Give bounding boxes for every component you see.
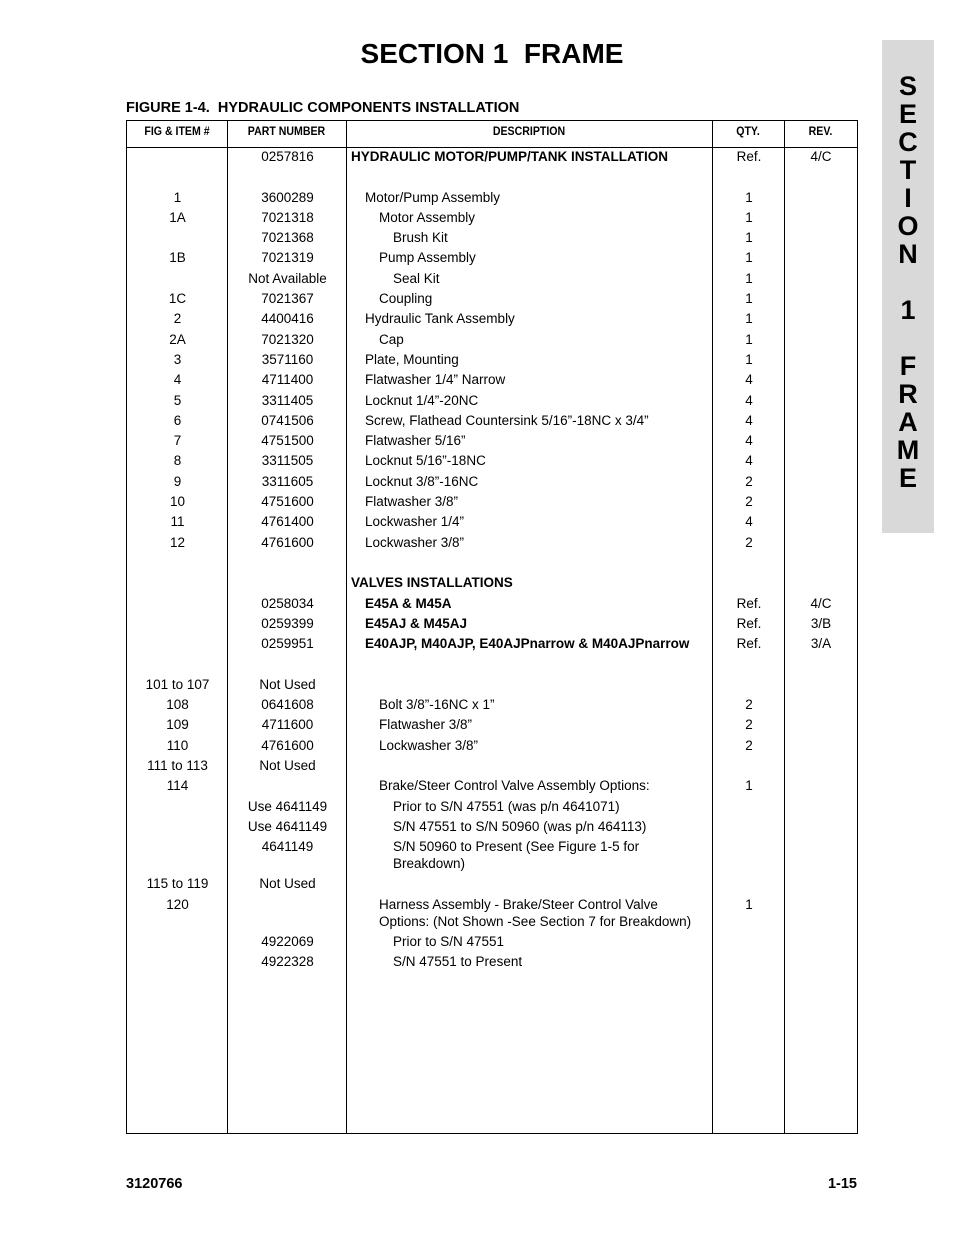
column-header-item: FIG & ITEM # <box>144 126 210 138</box>
item-number-cell: 1A <box>169 209 186 225</box>
description-cell: Lockwasher 3/8” <box>365 534 465 550</box>
column-header-rev: REV. <box>808 126 833 138</box>
side-tab-letter: F <box>899 351 917 381</box>
side-tab-letter: S <box>898 71 917 101</box>
quantity-cell: 1 <box>745 209 753 225</box>
part-number-cell: 4711400 <box>261 372 314 388</box>
description-cell: E45AJ & M45AJ <box>365 615 468 631</box>
table-row <box>127 411 857 431</box>
description-cell: E45A & M45A <box>365 595 452 611</box>
part-number-cell: 7021319 <box>261 250 314 266</box>
item-number-cell: 12 <box>169 534 186 550</box>
item-number-cell: 108 <box>166 697 189 713</box>
table-row <box>127 228 857 248</box>
quantity-cell: 2 <box>745 737 753 753</box>
table-row <box>127 309 857 329</box>
description-cell: Cap <box>379 331 404 347</box>
part-number-cell: 3571160 <box>261 351 314 367</box>
quantity-cell: 4 <box>745 433 753 449</box>
part-number-cell: 0741506 <box>261 412 314 428</box>
item-number-cell: 111 to 113 <box>147 757 208 773</box>
quantity-cell: Ref. <box>736 595 762 611</box>
table-row <box>127 208 857 228</box>
description-cell: Motor Assembly <box>379 209 476 225</box>
description-cell: S/N 50960 to Present (See Figure 1-5 for Breakdown) <box>393 839 640 872</box>
table-row <box>127 573 857 593</box>
quantity-cell: 4 <box>745 453 753 469</box>
item-number-cell: 109 <box>166 717 189 733</box>
table-row <box>127 594 857 614</box>
quantity-cell: 1 <box>745 311 753 327</box>
table-row <box>127 269 857 289</box>
item-number-cell: 114 <box>166 778 189 794</box>
quantity-cell: 1 <box>745 250 753 266</box>
part-number-cell: 0641608 <box>261 697 314 713</box>
parts-table <box>126 120 858 1134</box>
quantity-cell: 1 <box>745 351 753 367</box>
table-row <box>127 776 857 796</box>
table-row <box>127 147 857 167</box>
item-number-cell: 7 <box>173 433 182 449</box>
item-number-cell: 1 <box>173 189 182 205</box>
quantity-cell: 2 <box>745 473 753 489</box>
part-number-cell: 7021318 <box>261 209 314 225</box>
part-number-cell: 4761600 <box>261 737 314 753</box>
part-number-cell: Not Used <box>259 757 316 773</box>
description-cell: Lockwasher 3/8” <box>379 737 479 753</box>
description-cell: Bolt 3/8”-16NC x 1” <box>379 697 495 713</box>
page-number: 1-15 <box>827 1176 857 1192</box>
table-row <box>127 330 857 350</box>
quantity-cell: Ref. <box>736 615 762 631</box>
description-cell: Brush Kit <box>393 230 448 246</box>
blank-row <box>127 553 857 573</box>
table-row <box>127 533 857 553</box>
table-row <box>127 472 857 492</box>
revision-cell: 4/C <box>810 595 832 611</box>
quantity-cell: 2 <box>745 697 753 713</box>
description-cell: Flatwasher 5/16” <box>365 433 466 449</box>
description-cell: Seal Kit <box>393 270 440 286</box>
revision-cell: 3/B <box>810 615 832 631</box>
side-tab-letter: A <box>898 407 918 437</box>
quantity-cell: 1 <box>745 189 753 205</box>
description-cell: Brake/Steer Control Valve Assembly Options: <box>379 778 650 794</box>
description-cell: Hydraulic Tank Assembly <box>365 311 515 327</box>
table-row <box>127 837 857 874</box>
item-number-cell: 9 <box>173 473 182 489</box>
table-row <box>127 431 857 451</box>
part-number-cell: 4922328 <box>261 954 314 970</box>
item-number-cell: 110 <box>166 737 189 753</box>
side-tab-letter: 1 <box>900 295 916 325</box>
part-number-cell: 3311505 <box>261 453 314 469</box>
description-cell: Prior to S/N 47551 <box>393 933 505 949</box>
description-cell: Plate, Mounting <box>365 351 459 367</box>
side-tab-letter: M <box>896 435 920 465</box>
table-row <box>127 188 857 208</box>
table-row <box>127 675 857 695</box>
blank-row <box>127 654 857 674</box>
quantity-cell: 1 <box>745 230 753 246</box>
table-row <box>127 451 857 471</box>
side-tab-letter: I <box>904 183 912 213</box>
revision-cell: 4/C <box>810 149 832 164</box>
description-cell: Locknut 5/16”-18NC <box>365 453 486 469</box>
description-cell: Motor/Pump Assembly <box>365 189 501 205</box>
table-row <box>127 634 857 654</box>
side-tab-letter: E <box>898 99 917 129</box>
quantity-cell: 1 <box>745 331 753 347</box>
quantity-cell: 2 <box>745 494 753 510</box>
quantity-cell: Ref. <box>736 636 762 652</box>
column-header-description: DESCRIPTION <box>492 126 566 138</box>
item-number-cell: 101 to 107 <box>145 676 210 692</box>
quantity-cell: 4 <box>745 392 753 408</box>
table-row <box>127 874 857 894</box>
description-cell: S/N 47551 to Present <box>393 954 523 970</box>
item-number-cell: 115 to 119 <box>146 876 209 892</box>
description-cell: Prior to S/N 47551 (was p/n 4641071) <box>393 798 620 814</box>
figure-title: FIGURE 1-4. HYDRAULIC COMPONENTS INSTALLATION <box>126 100 520 116</box>
quantity-cell: 1 <box>745 778 753 794</box>
quantity-cell: 2 <box>745 534 753 550</box>
part-number-cell: 3311605 <box>261 473 314 489</box>
item-number-cell: 4 <box>173 372 182 388</box>
quantity-cell: 4 <box>745 514 753 530</box>
description-cell: S/N 47551 to S/N 50960 (was p/n 464113) <box>393 818 647 834</box>
part-number-cell: Use 4641149 <box>247 818 328 834</box>
part-number-cell: 7021368 <box>261 230 314 246</box>
table-row <box>127 350 857 370</box>
part-number-cell: 7021367 <box>261 291 314 307</box>
description-cell: Locknut 3/8”-16NC <box>365 473 479 489</box>
side-tab-letter: N <box>898 239 918 269</box>
description-cell: Flatwasher 3/8” <box>379 717 473 733</box>
item-number-cell: 5 <box>173 392 182 408</box>
table-row <box>127 895 857 932</box>
part-number-cell: 0259399 <box>261 615 314 631</box>
description-cell: Flatwasher 1/4” Narrow <box>365 372 506 388</box>
part-number-cell: Not Used <box>259 876 316 892</box>
part-number-cell: 3311405 <box>261 392 314 408</box>
side-tab-letter: R <box>898 379 918 409</box>
column-header-part: PART NUMBER <box>247 126 326 138</box>
quantity-cell: 4 <box>745 372 753 388</box>
part-number-cell: 4641149 <box>261 839 314 855</box>
table-row <box>127 512 857 532</box>
quantity-cell: 1 <box>745 270 753 286</box>
side-tab-letter: E <box>898 463 917 493</box>
document-number: 3120766 <box>126 1176 183 1192</box>
table-row <box>127 248 857 268</box>
part-number-cell: Not Used <box>259 676 316 692</box>
item-number-cell: 8 <box>173 453 182 469</box>
quantity-cell: 1 <box>745 896 753 912</box>
description-cell: Screw, Flathead Countersink 5/16”-18NC x 3/4” <box>365 412 649 428</box>
table-row <box>127 391 857 411</box>
part-number-cell: 7021320 <box>261 331 314 347</box>
item-number-cell: 1C <box>168 291 187 307</box>
description-cell: Pump Assembly <box>379 250 476 266</box>
column-header-qty: QTY. <box>736 126 760 138</box>
quantity-cell: 4 <box>745 412 753 428</box>
description-cell: Harness Assembly - Brake/Steer Control Valve Options: (Not Shown -See Section 7 for Breakdown) <box>379 896 692 929</box>
item-number-cell: 11 <box>170 514 185 530</box>
blank-row <box>127 167 857 187</box>
description-cell: Lockwasher 1/4” <box>365 514 465 530</box>
table-row <box>127 289 857 309</box>
description-cell: Flatwasher 3/8” <box>365 494 459 510</box>
part-number-cell: 3600289 <box>261 189 314 205</box>
item-number-cell: 120 <box>166 896 189 912</box>
section-side-tab <box>882 40 934 533</box>
table-row <box>127 756 857 776</box>
item-number-cell: 2 <box>173 311 182 327</box>
quantity-cell: Ref. <box>736 149 762 164</box>
table-row <box>127 736 857 756</box>
table-row <box>127 492 857 512</box>
item-number-cell: 1B <box>169 250 186 266</box>
item-number-cell: 6 <box>173 412 182 428</box>
table-row <box>127 614 857 634</box>
quantity-cell: 1 <box>745 291 753 307</box>
part-number-cell: 4400416 <box>261 311 314 327</box>
part-number-cell: 4711600 <box>261 717 314 733</box>
table-row <box>127 932 857 952</box>
part-number-cell: Not Available <box>248 270 327 286</box>
table-row <box>127 952 857 972</box>
side-tab-letter: T <box>899 155 917 185</box>
part-number-cell: 0259951 <box>261 636 314 652</box>
part-number-cell: 4922069 <box>261 933 314 949</box>
description-cell: HYDRAULIC MOTOR/PUMP/TANK INSTALLATION <box>351 149 668 164</box>
description-cell: E40AJP, M40AJP, E40AJPnarrow & M40AJPnarrow <box>365 636 690 652</box>
part-number-cell: 0257816 <box>261 149 314 164</box>
table-row <box>127 715 857 735</box>
side-tab-letter: C <box>898 127 918 157</box>
part-number-cell: 4761600 <box>261 534 314 550</box>
part-number-cell: 4761400 <box>261 514 314 530</box>
table-row <box>127 817 857 837</box>
part-number-cell: 4751600 <box>261 494 314 510</box>
page-title: SECTION 1 FRAME <box>360 38 624 69</box>
part-number-cell: Use 4641149 <box>247 798 328 814</box>
description-cell: Locknut 1/4”-20NC <box>365 392 479 408</box>
table-row <box>127 797 857 817</box>
table-row <box>127 695 857 715</box>
side-tab-letter: O <box>897 211 919 241</box>
description-cell: VALVES INSTALLATIONS <box>351 575 513 591</box>
table-body <box>127 147 857 973</box>
item-number-cell: 10 <box>169 494 186 510</box>
description-cell: Coupling <box>379 291 433 307</box>
part-number-cell: 0258034 <box>261 595 314 611</box>
item-number-cell: 2A <box>169 331 186 347</box>
table-row <box>127 370 857 390</box>
revision-cell: 3/A <box>810 636 832 652</box>
part-number-cell: 4751500 <box>261 433 314 449</box>
quantity-cell: 2 <box>745 717 753 733</box>
item-number-cell: 3 <box>173 351 182 367</box>
